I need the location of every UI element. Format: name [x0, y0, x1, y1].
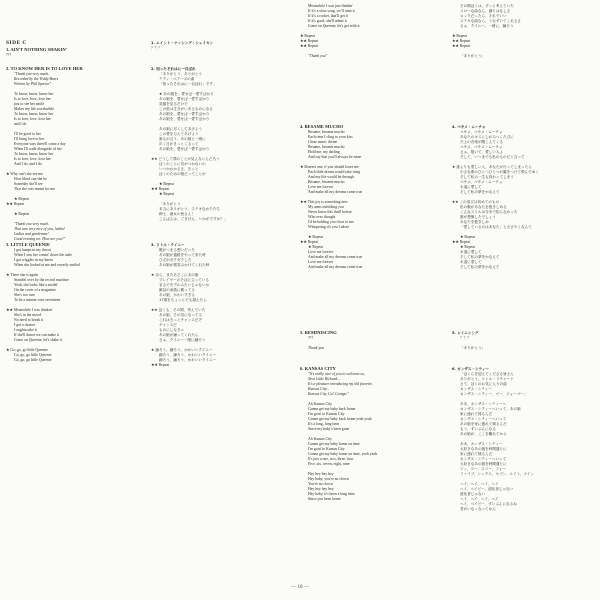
lyric-block [151, 40, 296, 51]
lyric-line: ファイブ、シックス、セブン、エイト、ナイン [460, 472, 534, 476]
song-title: 2. TO KNOW HER IS TO LOVE HER [6, 66, 83, 71]
column-japanese-2 [452, 0, 598, 600]
lyric-line: Yeah, she looks like a model [14, 283, 58, 287]
lyric-line: 大好きなあの娘を時間通りに [460, 447, 507, 451]
lyric-line: 喉がつまる想いだった [159, 248, 195, 252]
lyric-line: ベサメ、ベサメ・ムーチョ [460, 130, 503, 134]
lyric-line: Is to love, love, love her [14, 97, 51, 101]
lyric-block [6, 242, 149, 363]
lyric-line: Meanwhile I was just thinkin' [308, 4, 353, 8]
lyric-line: ああ、カンザス・シティーへ [460, 402, 507, 406]
song-title: 6. カンザス・シティー [452, 367, 490, 371]
lyric-line: Hey baby, you're no clown [308, 477, 349, 481]
lyric-line: And make all my dreams come true [308, 265, 363, 269]
lyric-line: To know, know, know her [14, 152, 54, 156]
lyric-line: She's too cute [14, 293, 35, 297]
lyric-line: If it's a slow song, we'll omit it [308, 9, 355, 13]
lyric-line: ★ あの娘を、愛せば一愛すばかり [159, 92, 214, 96]
lyric-line: あの娘を、愛せば一愛すばかり [159, 117, 210, 121]
lyric-line: ★ Repeat [159, 182, 174, 186]
lyric-line: あの娘が踊ってくれたら [159, 333, 199, 337]
lyric-line: そして私の夢をかなえて [460, 190, 500, 194]
lyric-line: ベサメ、ベサメ・ムーチョ [460, 145, 503, 149]
lyric-line: I got wiggles in my knees [14, 258, 54, 262]
lyric-line: ★★ どうして僕のことが見えないんだろう [151, 157, 220, 161]
lyric-line: Love me forever [308, 250, 334, 254]
lyric-line: And my life would be through [308, 175, 355, 179]
lyric-line: To be a minute over seventeen [14, 298, 61, 302]
lyric-line: "It's really nice of you to welcome us, [308, 372, 365, 376]
column-english-1 [6, 0, 149, 600]
lyric-line: Never knew this thrill before [308, 210, 352, 214]
lyric-line: ★★ Repeat [151, 363, 170, 367]
lyric-line: ひざがガクガクした [159, 258, 192, 262]
lyric-block [300, 366, 448, 502]
lyric-line: 「ありがとう」 [460, 346, 486, 350]
lyric-line: あの娘が、ここを離れてから [460, 432, 507, 436]
lyric-line: 「知ったそれはに一目ぼれ」です」 [159, 82, 217, 86]
lyric-line: ★★ This joy is something new [300, 200, 348, 204]
lyric-line: Go, go, go little Queenie [14, 358, 52, 362]
lyric-line: Gonna get my baby home on time, yeah yeah [308, 452, 377, 456]
lyric-line: ★ Why can't she see me [6, 172, 44, 176]
song-title: 4. ベサメ・ムーチョ [452, 125, 486, 129]
lyric-line: ★★ Repeat [151, 187, 170, 191]
lyric-line: Makes my life worthwhile [14, 107, 55, 111]
lyric-line: ヘイ、ベイビー、道化者じゃない [460, 487, 514, 491]
lyric-line: ぼくのことに気がつかないの [159, 162, 206, 166]
lyric-line: ★ Dearest one, if you should leave me [300, 165, 359, 169]
lyric-line: I'm goin' to Kansas City [308, 412, 345, 416]
lyric-line: And make all my dreams come true [308, 255, 363, 259]
lyric-line: And say that you'll always be mine [308, 155, 362, 159]
lyric-line: ★★ ぼくも、その間、考えていた [151, 308, 206, 312]
lyric-block [452, 330, 598, 351]
lyric-line: That was very nice of you, ladies! [14, 227, 66, 231]
lyric-block [452, 366, 598, 512]
song-title: 3. LITTLE QUEENIE [6, 242, 51, 247]
lyric-line: ★★ Repeat [452, 39, 471, 43]
lyric-line: 永遠に愛して [460, 260, 482, 264]
lyric-line: あなたを抱きしめ [460, 220, 489, 224]
lyric-line: 道化者じゃない [460, 492, 486, 496]
lyric-line: あの娘を、愛せば一愛すばかり [159, 147, 210, 151]
lyric-line: I got lumps in my throat [14, 248, 51, 252]
lyric-line: 私の腕があなたを抱きしめる [460, 205, 507, 209]
lyric-line: Is to love, love, love her [14, 117, 51, 121]
lyric-block [300, 124, 448, 270]
lyric-line: "Thank you very much. [14, 72, 50, 76]
lyric-line: Kansas City... [308, 387, 330, 391]
lyric-line: If she'll dance we can make it [14, 333, 59, 337]
lyric-line: 雑誌の表紙に載ってる [159, 288, 195, 292]
lyric-line: ★ Repeat [460, 235, 475, 239]
lyric-line: My arms enfolding you [308, 205, 344, 209]
lyric-line: 「ぼくらを迎えてくださる皆さん [460, 372, 514, 376]
song-title: 1. エイント・ナッシング・シェイキン [151, 41, 214, 45]
lyric-line: カンザス・シティーへいって [460, 457, 507, 461]
lyric-line: カンザス・シティー、ゴー、ジョーゴー」 [460, 392, 528, 396]
lyric-line: そして私の一生も終わってしまう [460, 175, 514, 179]
lyric-line: ★ Repeat [308, 235, 323, 239]
lyric-line: 紳士、淑女の皆さん！ [159, 212, 195, 216]
lyric-line: I got a chance [14, 323, 36, 327]
lyric-line: I'd be holding you close to me [308, 220, 354, 224]
lyric-line: ★ Repeat [14, 197, 29, 201]
lyric-line: It's a long, long time [308, 422, 340, 426]
lyric-line: カンザス・シティーへいって [460, 417, 507, 421]
lyric-line: テディ・ベアーズの曲 [159, 77, 195, 81]
lyric-line: 歩く日がきっとくるって [159, 142, 199, 146]
lyric-line: Everyone says there'll come a day [14, 142, 66, 146]
lyric-line: チャンスだ [159, 323, 177, 327]
lyric-line: 君がいなくなってから [460, 507, 496, 511]
lyric-line: ヘイ、ベイビー、ずいぶんになるね [460, 502, 517, 506]
lyric-line: She's in the mood [14, 313, 41, 317]
lyric-block [300, 330, 448, 351]
lyric-line: When I saw her comin' down the aisle [14, 253, 72, 257]
lyric-line: Ah Kansas City [308, 437, 333, 441]
lyric-line: カンザス・シティーへいって、あの娘 [460, 407, 521, 411]
lyric-line: Is to love, love, love her [14, 157, 51, 161]
lyric-line: I hear music divine [308, 140, 338, 144]
lyric-block [6, 40, 149, 58]
lyric-line: Next Little Richard... [308, 377, 340, 381]
lyric-line: カンザス・シティー [460, 387, 492, 391]
lyric-line: ★ ほら、またあそこにあの娘 [151, 273, 199, 277]
lyric-line: その間ぼくは、ずっと考えていた [460, 4, 514, 8]
side-label: SIDE C [6, 40, 27, 46]
lyric-line: もう、ずいぶんになる [460, 427, 496, 431]
lyric-line: ベサメ、ベサメ・ムーチョ [460, 180, 503, 184]
lyric-line: こんばんは、ごきげん、いかがですか？」 [159, 217, 228, 221]
lyric-block [151, 66, 296, 222]
lyric-line: あの娘を家に連れて帰るんだ [460, 422, 507, 426]
lyric-line: Thank you [308, 346, 324, 350]
song-title: 3. リトル・クイニー [151, 243, 185, 247]
lyric-line: And I do, and I do [14, 162, 42, 166]
lyric-line: ★ Repeat [159, 192, 174, 196]
lyric-line: ★★ Repeat [300, 39, 319, 43]
lyric-line: Come on Queenie, let's shake it [14, 338, 62, 342]
lyric-line: あの娘を、愛せば一愛すばかり [159, 97, 210, 101]
lyric-line: いつかわかるさ、きっと [159, 167, 199, 171]
lyric-line: Kansas City, Go! Goingo." [308, 392, 349, 396]
lyric-line: 家に連れて帰るんだ [460, 412, 493, 416]
lyric-line: あの娘が微笑みかけてくれた時 [159, 263, 210, 267]
lyric-line: あの娘に尽くしてあげよう [159, 127, 203, 131]
lyric-line: これはきっとチャンスだぞ [159, 318, 202, 322]
lyric-line: あの娘、かわいすぎる [159, 293, 195, 297]
lyric-line: こんなスリルは今まで知らなかった [460, 210, 518, 214]
lyric-line: I oughta take it [14, 328, 37, 332]
lyric-line: 小さな夢のひとつひとつが翼をつけて飛んでゆく [460, 170, 539, 174]
lyric-line: ★ Repeat [14, 212, 29, 216]
page-number: — 10 — [291, 585, 309, 590]
lyric-line: ★★ Repeat [452, 44, 471, 48]
lyric-line: When I'll walk alongside of her [14, 147, 62, 151]
lyric-line: そして、いつまでも私のものだと言って [460, 155, 525, 159]
lyric-line: Ah Kansas City [308, 402, 333, 406]
lyric-line: ★★ Repeat [6, 202, 25, 206]
lyric-line: Go, go, go little Queenie [14, 353, 52, 357]
lyric-line: 大好きなあの娘を時間通りに [460, 462, 507, 466]
lyric-line: Love me forever [308, 185, 334, 189]
lyric-line: Each time I cling to your kiss [308, 135, 353, 139]
lyric-line: ★★ Repeat [300, 44, 319, 48]
lyric-line: Since you been home [308, 497, 341, 501]
lyric-line: Come on Queenie, let's get with it [308, 24, 360, 28]
lyric-line: ★ Repeat [300, 34, 315, 38]
lyric-line: 踊ろう、踊ろう、かわいいクイニー [159, 358, 217, 362]
lyric-line: ★★ この喜びは初めてのもの [452, 200, 500, 204]
song-title: 4. BESAME MUCHO [300, 124, 344, 129]
lyric-line: It's a pleasure introducing my old favorite, [308, 382, 373, 386]
lyric-line: Whispering it's you I adore [308, 225, 350, 229]
lyric-line: ものにしなきゃ [159, 328, 185, 332]
lyric-line: 本当にありがとう、ステキなかたたち [159, 207, 221, 211]
column-japanese-1 [151, 0, 296, 600]
lyric-line: 「愛しているのはあなた」とささやくなんて [460, 225, 532, 229]
lyric-line: 誰が想像したでしょう [460, 215, 496, 219]
column-english-2 [300, 0, 448, 600]
lyric-line: ★ Repeat [460, 245, 475, 249]
lyric-line: さて、ぼくのお気に入りの曲 [460, 382, 507, 386]
lyric-line: ??? [6, 53, 12, 57]
lyric-line: Hey hey hey hey [308, 472, 334, 476]
lyric-line: Gonna get my baby home on time [308, 442, 360, 446]
lyric-line: 笑顔を見るだけで [159, 102, 188, 106]
lyric-line: If it's good, she'll admit it [308, 19, 347, 23]
lyric-line: 天上の音楽が聞こえてくる [460, 140, 504, 144]
lyric-line: Gonna get my baby back home [308, 407, 356, 411]
lyric-line: Ladies and gentlemen! [14, 232, 49, 236]
lyric-line: If it's a rocker, that'll get it [308, 14, 348, 18]
lyric-line: あなたのキスにしがみつくたびに [460, 135, 514, 139]
lyric-line: さぁ、クイニー一緒に踊ろう [159, 338, 206, 342]
lyric-line: ありがとう。リトル・リチャード [460, 377, 514, 381]
lyric-line: Each little dream would take wing [308, 170, 361, 174]
lyric-line: Who ever thought [308, 215, 336, 219]
lyric-block [151, 242, 296, 368]
lyric-line: Standin' over by the record machine [14, 278, 69, 282]
lyric-line: Besame, besame mucho [308, 180, 345, 184]
lyric-block [6, 66, 149, 242]
lyric-line: Gonna get my baby back home yeah yeah [308, 417, 372, 421]
lyric-line: さぁ、クイニー、一緒に、踊ろう [460, 24, 514, 28]
lyric-line: Hey baby, it's been a long time [308, 492, 355, 496]
lyric-line: You're no clown [308, 482, 333, 486]
lyric-line: そして私の夢をかなえて [460, 265, 500, 269]
lyric-line: 誰もが言う、あの娘と一緒に [159, 137, 206, 141]
lyric-line: On the cover of a magazine [14, 288, 56, 292]
lyric-line: ★★ Meanwhile I was thinkin' [6, 308, 53, 312]
lyric-line: そして私の夢をかなえて [460, 255, 500, 259]
lyric-line: Love me forever [308, 260, 334, 264]
lyric-line: ああ、カンザス・シティー [460, 442, 503, 446]
lyric-line: 「ありがとう、ありがとう [159, 72, 203, 76]
lyric-line: あの娘が通路をやって来た時 [159, 253, 206, 257]
lyric-line: To know, know, know her [14, 92, 54, 96]
lyric-line: It's just a one, two, three, four [308, 457, 354, 461]
lyric-line: Since my baby's been gone [308, 427, 350, 431]
lyric-line: ★ Repeat [308, 245, 323, 249]
lyric-line: ★ Go, go, go little Queenie [6, 348, 48, 352]
lyric-line: 「ありがとう」 [460, 54, 486, 58]
lyric-line: ？？？ [460, 336, 471, 340]
lyric-line: Besame, besame mucho [308, 145, 345, 149]
lyric-line: And make all my dreams come true [308, 190, 363, 194]
song-title: 5. レミニシング [452, 331, 479, 335]
song-title: 1. AIN'T NOTHING SHAKIN' [6, 47, 67, 52]
lyric-line: 永遠に愛して [460, 250, 482, 254]
lyric-line: ★ 誰よりも愛しい人、あなたが行ってしまったら [452, 165, 532, 169]
lyric-line: 永遠に愛して [460, 185, 482, 189]
lyric-line: "Thank you very much. [14, 222, 50, 226]
lyric-line: この世は生きがいあるものになる [159, 107, 213, 111]
lyric-line: ヘイ、ヘイ、ヘイ、ヘイ [460, 482, 499, 486]
lyric-line: Written by Phil Spector" [14, 82, 52, 86]
lyric-line: 家に連れて帰るんだ [460, 452, 493, 456]
lyric-line: ステキな曲なら、うなずいてくれるさ [460, 19, 522, 23]
lyric-line: ヘイ、ヘイ、ヘイ、ヘイ [460, 497, 499, 501]
lyric-line: ★ There she is again [6, 273, 38, 277]
lyric-line: I'll be good to her [14, 132, 41, 136]
lyric-line: さぁ、抱いて、愛しい人よ [460, 150, 504, 154]
lyric-block [300, 4, 448, 59]
lyric-line: Good evening we. How are you?" [14, 237, 66, 241]
lyric-line: Besame, besame mucho [308, 130, 345, 134]
lyric-line: No need to break it [14, 318, 44, 322]
lyric-line: 踊ろう、踊ろう、かわいいクイニー [159, 353, 217, 357]
lyric-line: ★ 踊ろう、踊ろう、かわいいクイニー [151, 348, 213, 352]
lyric-line: あの娘、その気になってる [159, 313, 203, 317]
lyric-line: Hey hey hey hey [308, 487, 334, 491]
lyric-line: Hold me, my darling [308, 150, 340, 154]
lyric-block [452, 124, 598, 270]
lyric-line: Someday she'll see [14, 182, 43, 186]
lyric-line: ??? [308, 336, 314, 340]
song-title: 6. KANSAS CITY [300, 366, 336, 371]
lyric-line: ★ Repeat [452, 34, 467, 38]
lyric-line: 「ありがとう [159, 202, 181, 206]
lyric-line: Five, six, seven, eight, nine [308, 462, 350, 466]
lyric-line: How blind can she be [14, 177, 47, 181]
lyric-line: I'm goin' to Kansas City [308, 447, 345, 451]
lyric-line: ロックだったら、それでいい [460, 14, 507, 18]
lyric-line: ワン、ツー、スリー、フォー [460, 467, 506, 471]
lyric-line: 17歳をちょっとでも超えたら [159, 298, 207, 302]
lyric-line: プレイヤーのそばに立っている [159, 278, 209, 282]
lyric-line: "Thank you" [308, 54, 328, 58]
lyric-line: スローな曲なら、踊りはなしさ [460, 9, 511, 13]
lyric-line: この愛を与えてあげよう [159, 132, 199, 136]
lyric-line: まるでモデルみたいじゃないか [159, 283, 210, 287]
lyric-line: Recorded by the Teddy Bears [14, 77, 59, 81]
lyric-line: That she was meant for me [14, 187, 56, 191]
song-title: 5. REMINISCING [300, 330, 337, 335]
lyric-line: あの娘を、愛せば一愛すばかり [159, 112, 210, 116]
lyric-line: I'll bring love to her [14, 137, 45, 141]
lyric-line: and I do [14, 122, 27, 126]
lyric-line: ★★ Repeat [452, 240, 471, 244]
lyric-block [452, 4, 598, 59]
song-title: 2. 知ったそれはに一目ぼれ [151, 67, 196, 71]
lyric-line: ？？？ [151, 46, 162, 50]
lyric-line: ★★ Repeat [300, 240, 319, 244]
lyric-line: ぼくのための娘だってことが [159, 172, 206, 176]
lyric-line: When she looked at me and sweetly smiled [14, 263, 80, 267]
lyric-line: just to see her smile [14, 102, 45, 106]
lyric-line: To know, know, know her [14, 112, 54, 116]
